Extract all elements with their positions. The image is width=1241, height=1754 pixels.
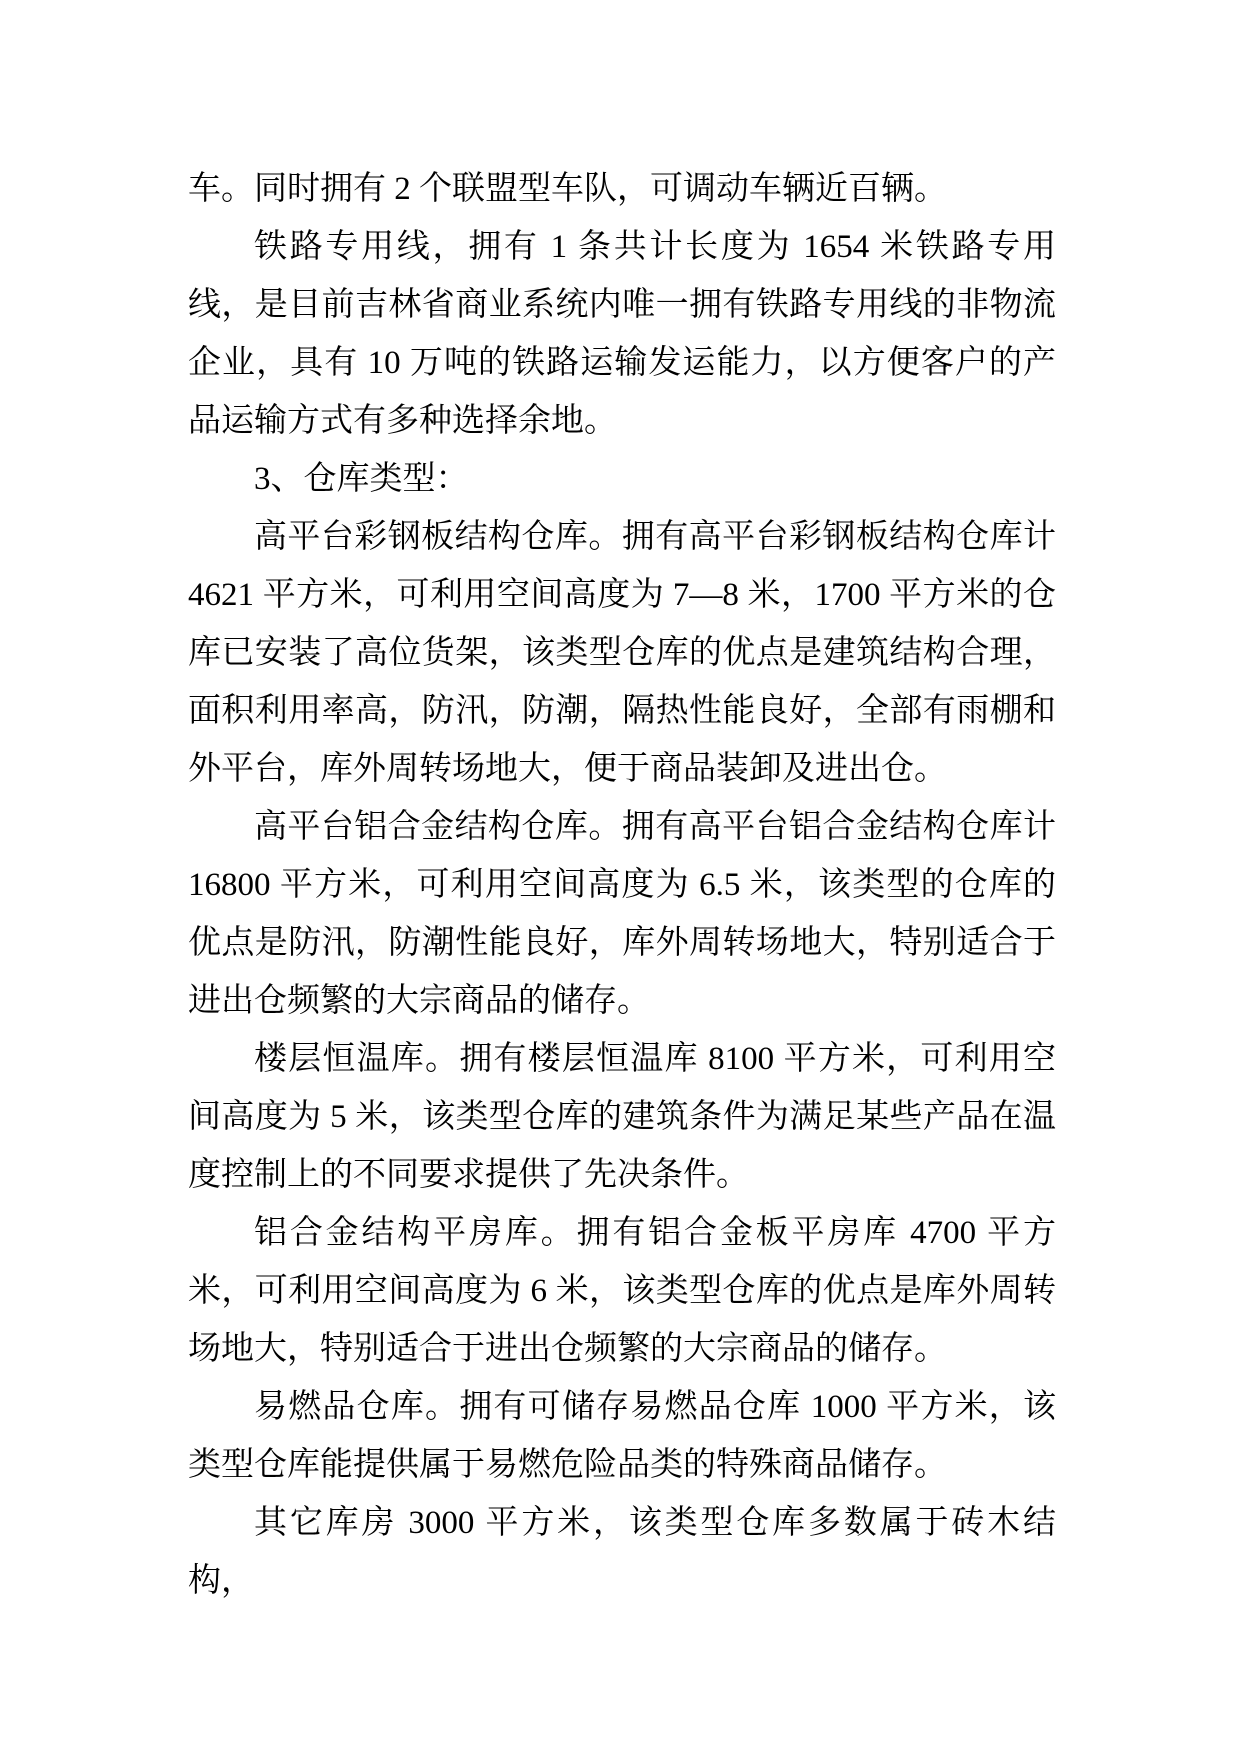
paragraph-flammable-goods-warehouse: 易燃品仓库。拥有可储存易燃品仓库 1000 平方米，该类型仓库能提供属于易燃危险品类的特殊商品储存。 — [188, 1389, 1056, 1483]
heading-warehouse-types: 3、仓库类型： — [254, 461, 469, 497]
paragraph-high-platform-aluminum-warehouse: 高平台铝合金结构仓库。拥有高平台铝合金结构仓库计 16800 平方米，可利用空间高度为 6.5 米，该类型的仓库的优点是防汛，防潮性能良好，库外周转场地大，特别适合于进出仓频繁的大宗商品的储存。 — [188, 809, 1056, 1019]
paragraph-high-platform-color-steel-warehouse: 高平台彩钢板结构仓库。拥有高平台彩钢板结构仓库计 4621 平方米，可利用空间高度为 7—8 米，1700 平方米的仓库已安装了高位货架，该类型仓库的优点是建筑结构合理，面积利用率高，防汛，防潮，隔热性能良好，全部有雨棚和外平台，库外周转场地大，便于商品装卸及进出仓。 — [188, 519, 1056, 787]
paragraph-continuation-vehicles: 车。同时拥有 2 个联盟型车队，可调动车辆近百辆。 — [188, 171, 947, 207]
paragraph-other-warehouses: 其它库房 3000 平方米，该类型仓库多数属于砖木结构， — [188, 1505, 1056, 1599]
paragraph-multistory-constant-temperature-warehouse: 楼层恒温库。拥有楼层恒温库 8100 平方米，可利用空间高度为 5 米，该类型仓库的建筑条件为满足某些产品在温度控制上的不同要求提供了先决条件。 — [188, 1041, 1056, 1193]
paragraph-railway-line: 铁路专用线，拥有 1 条共计长度为 1654 米铁路专用线，是目前吉林省商业系统内唯一拥有铁路专用线的非物流企业，具有 10 万吨的铁路运输发运能力，以方便客户的产品运输方式有多种选择余地。 — [188, 229, 1056, 439]
paragraph-aluminum-single-story-warehouse: 铝合金结构平房库。拥有铝合金板平房库 4700 平方米，可利用空间高度为 6 米，该类型仓库的优点是库外周转场地大，特别适合于进出仓频繁的大宗商品的储存。 — [188, 1215, 1056, 1367]
document-body — [188, 160, 1056, 1610]
